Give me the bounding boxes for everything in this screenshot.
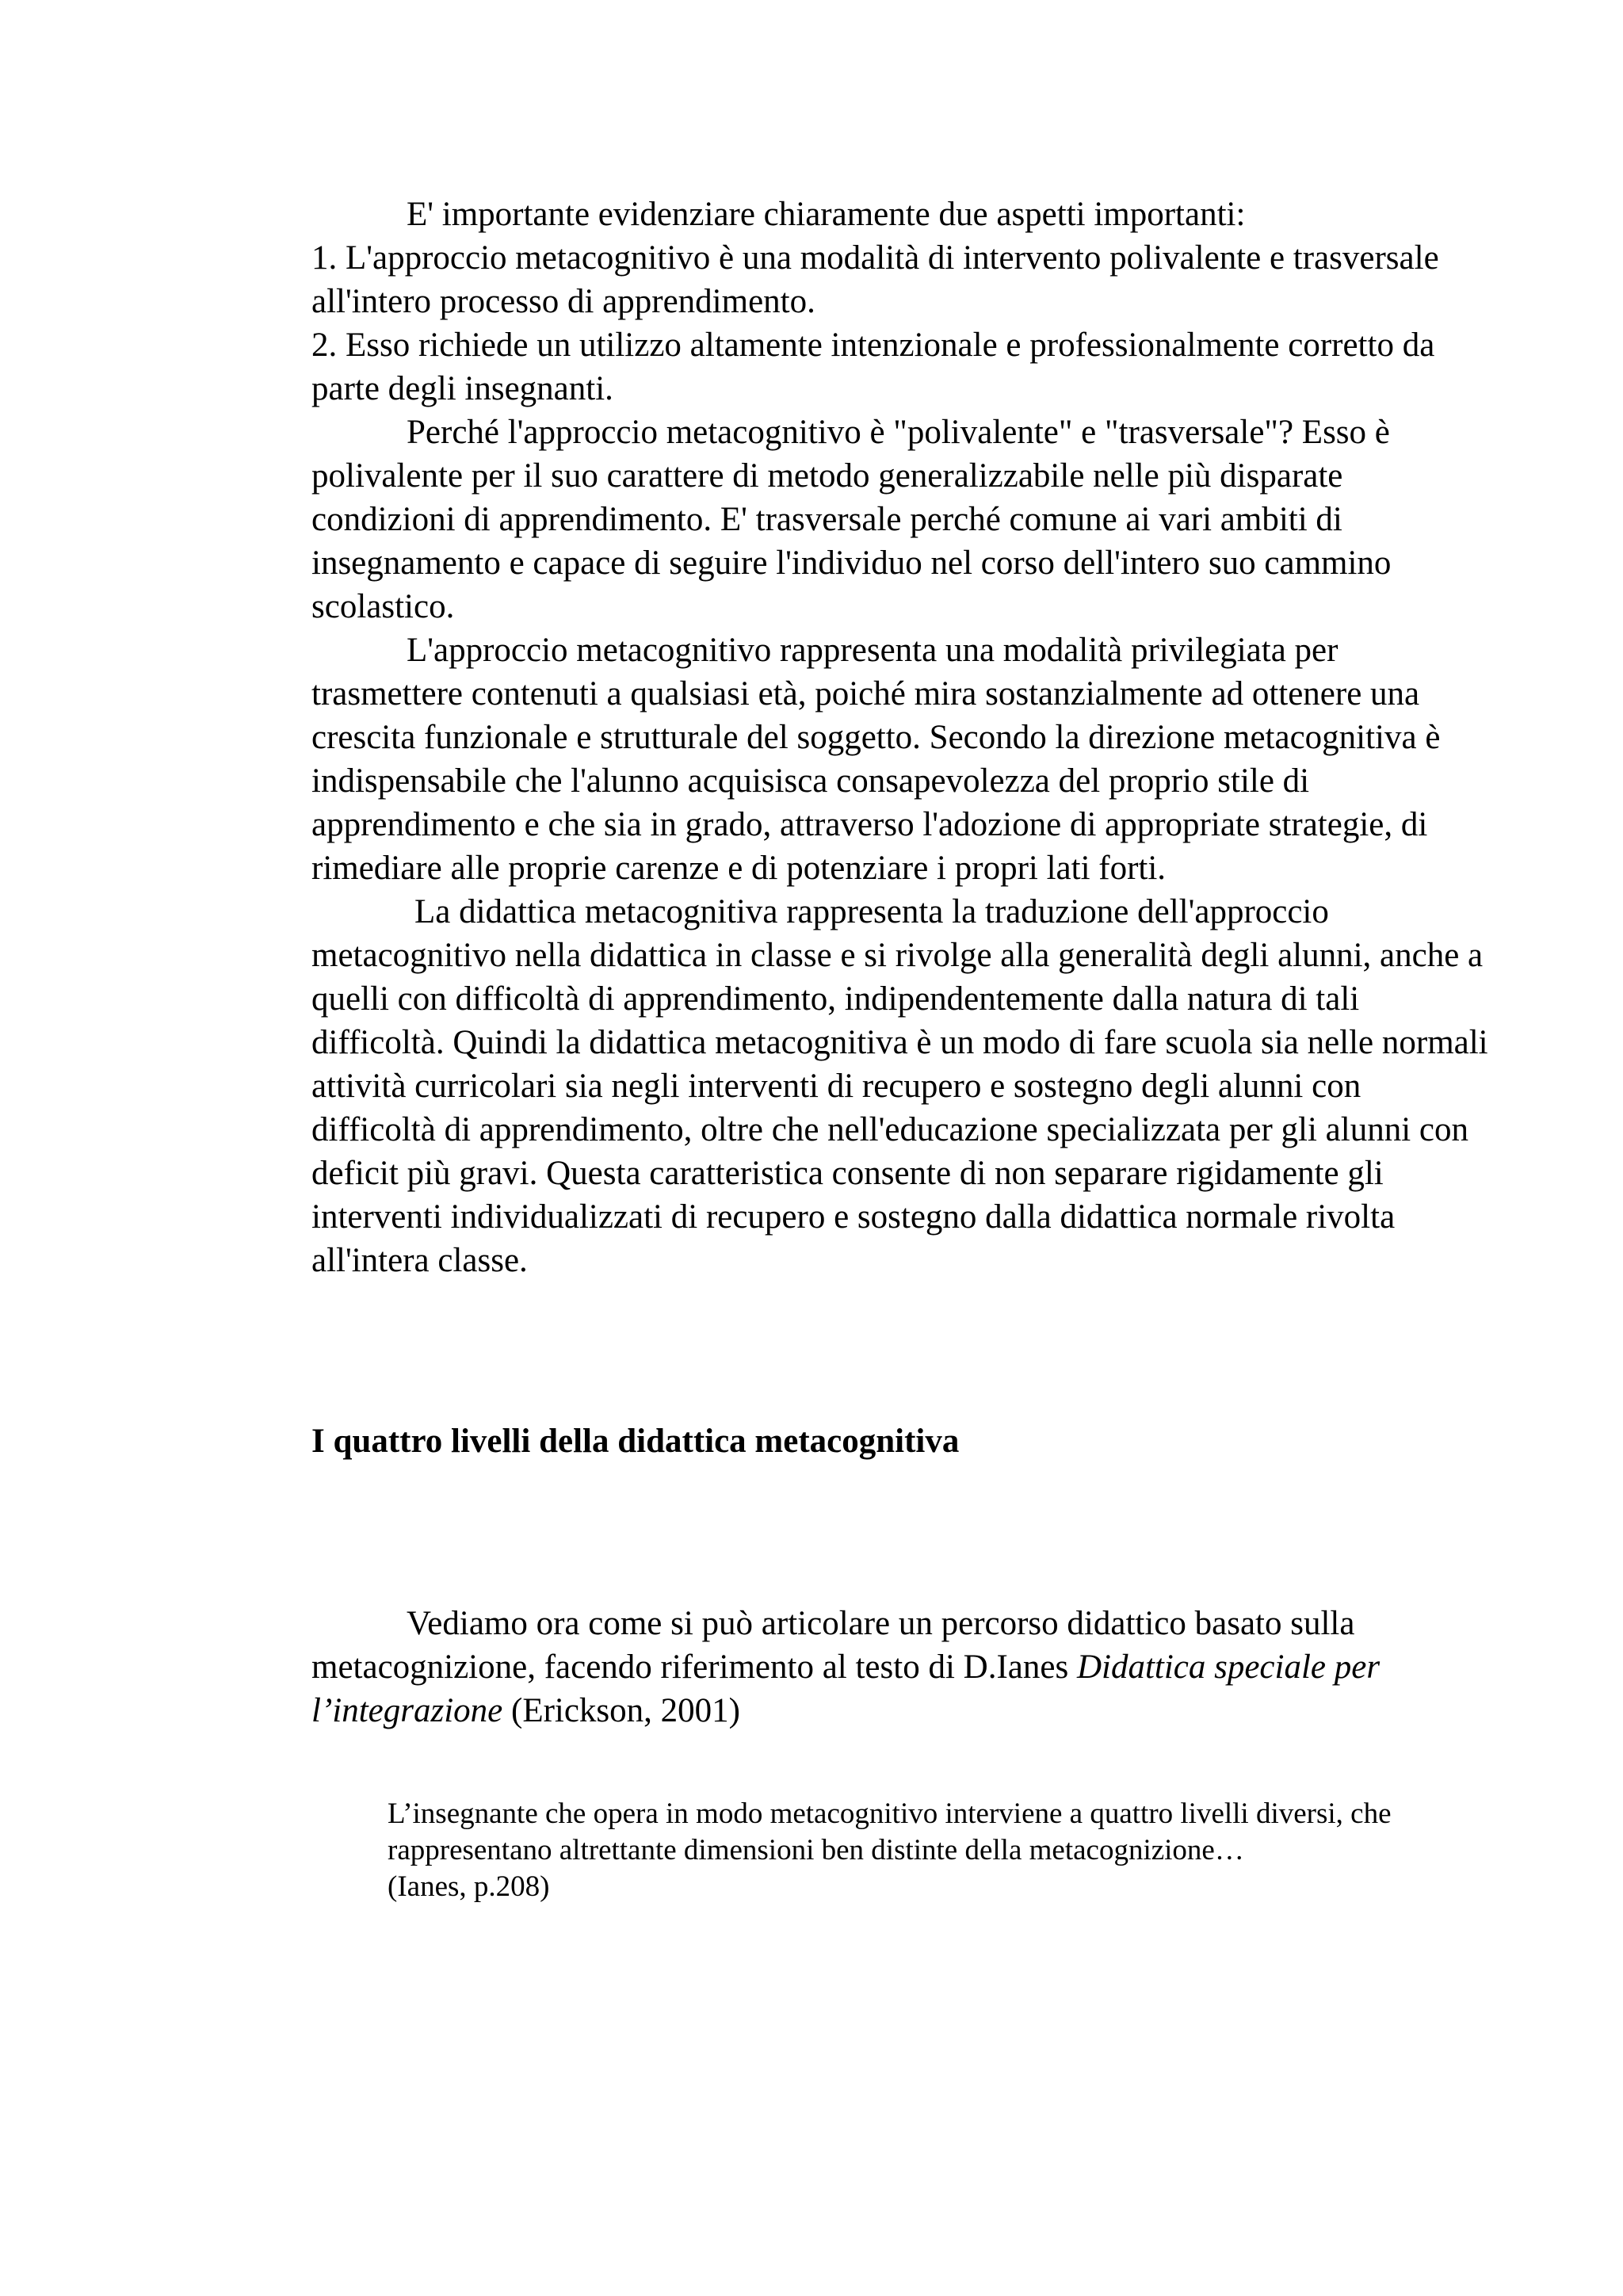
document-content bbox=[311, 193, 1492, 1905]
paragraph-point-1: 1. L'approccio metacognitivo è una modalità di intervento polivalente e trasversale all'intero processo di apprendimento. bbox=[311, 239, 1439, 320]
paragraph-approccio: L'approccio metacognitivo rappresenta una modalità privilegiata per trasmettere contenuti a qualsiasi età, poiché mira sostanzialmente ad ottenere una crescita funzionale e strutturale del soggetto. Secondo la direzione metacognitiva è indispensabile che l'alunno acquisisca consapevolezza del proprio stile di apprendimento e che sia in grado, attraverso l'adozione di appropriate strategie, di rimediare alle proprie carenze e di potenziare i propri lati forti. bbox=[311, 632, 1441, 887]
quote-text: L’insegnante che opera in modo metacognitivo interviene a quattro livelli diversi, che rappresentano altrettante dimensioni ben distinte della metacognizione… bbox=[388, 1797, 1392, 1866]
block-quote bbox=[388, 1796, 1505, 1905]
quote-citation: (Ianes, p.208) bbox=[388, 1870, 550, 1903]
intro-text-before: Vediamo ora come si può articolare un percorso didattico basato sulla metacognizione, facendo riferimento al testo di D.Ianes bbox=[311, 1605, 1355, 1686]
paragraph-intro-aspects: E' importante evidenziare chiaramente due aspetti importanti: bbox=[407, 196, 1246, 233]
paragraph-point-2: 2. Esso richiede un utilizzo altamente intenzionale e professionalmente corretto da parte degli insegnanti. bbox=[311, 327, 1435, 407]
intro-text-after: (Erickson, 2001) bbox=[502, 1692, 740, 1729]
intro-paragraph bbox=[311, 1602, 1492, 1733]
section-heading: I quattro livelli della didattica metacognitiva bbox=[311, 1423, 960, 1460]
paragraph-didattica: La didattica metacognitiva rappresenta la traduzione dell'approccio metacognitivo nella didattica in classe e si rivolge alla generalità degli alunni, anche a quelli con difficoltà di apprendimento, indipendentemente dalla natura di tali difficoltà. Quindi la didattica metacognitiva è un modo di fare scuola sia nelle normali attività curricolari sia negli interventi di recupero e sostegno degli alunni con difficoltà di apprendimento, oltre che nell'educazione specializzata per gli alunni con deficit più gravi. Questa caratteristica consente di non separare rigidamente gli interventi individualizzati di recupero e sostegno dalla didattica normale rivolta all'intera classe. bbox=[311, 893, 1488, 1279]
paragraph-polivalente: Perché l'approccio metacognitivo è "polivalente" e "trasversale"? Esso è polivalente per il suo carattere di metodo generalizzabile nelle più disparate condizioni di apprendimento. E' trasversale perché comune ai vari ambiti di insegnamento e capace di seguire l'individuo nel corso dell'intero suo cammino scolastico. bbox=[311, 414, 1392, 625]
book-title: Didattica speciale per l’integrazione bbox=[311, 1648, 1381, 1729]
body-text bbox=[311, 193, 1492, 1282]
